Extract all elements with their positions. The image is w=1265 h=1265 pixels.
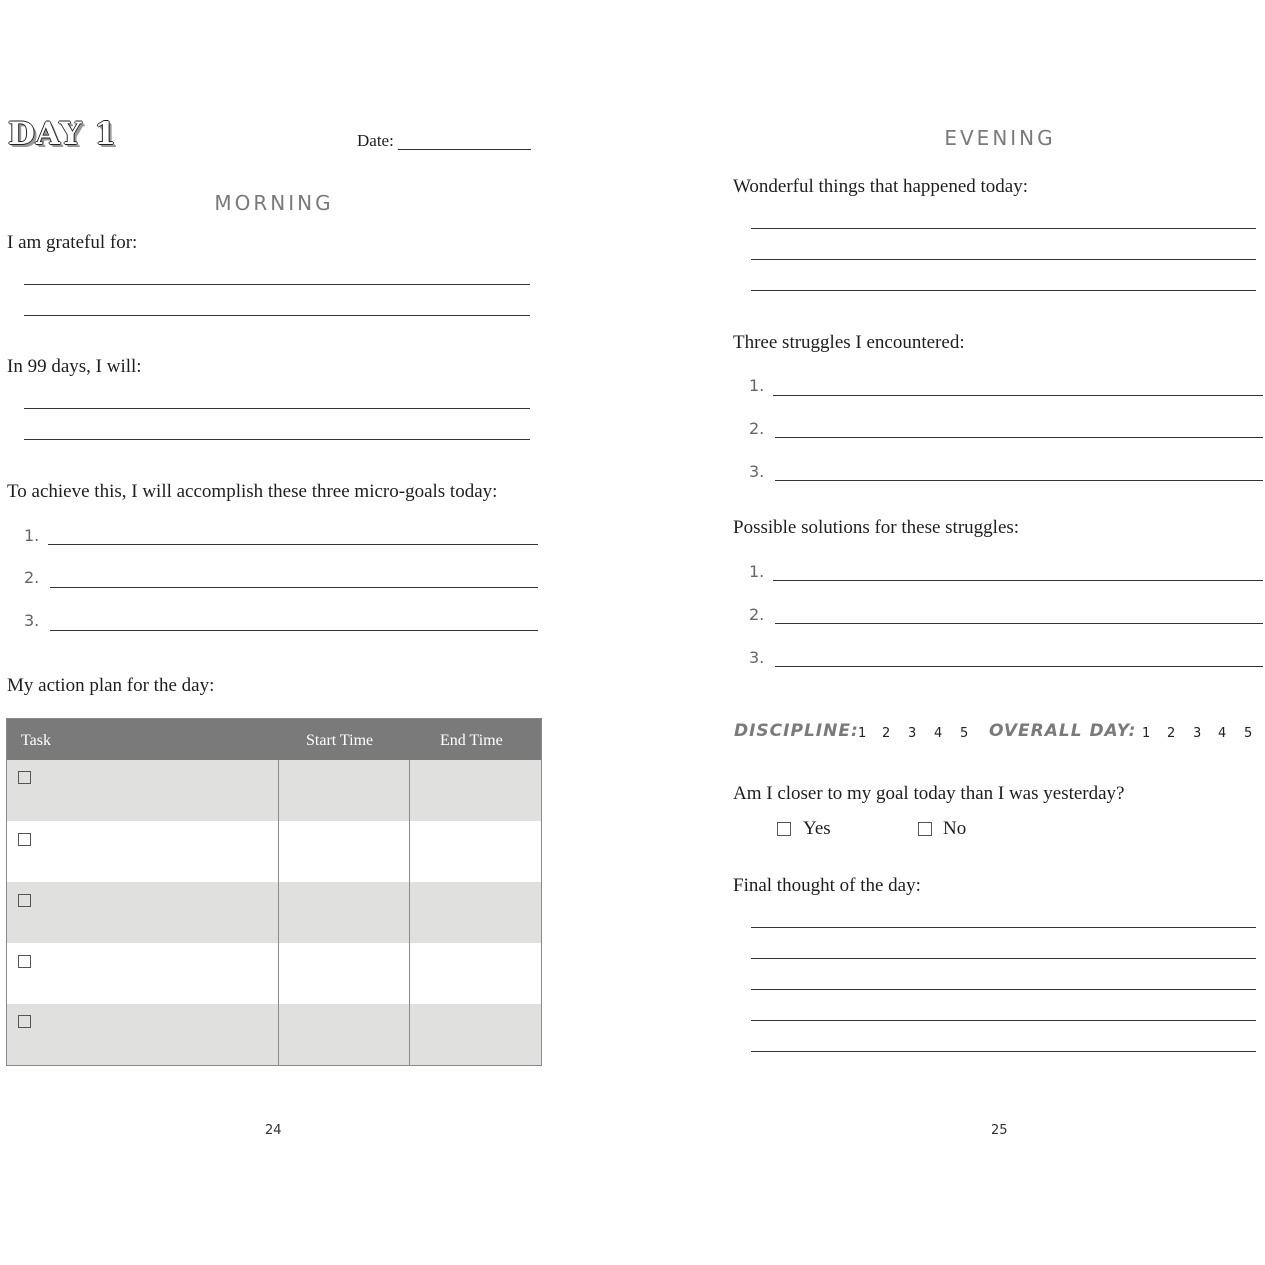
header-end-time: End Time [440, 732, 503, 749]
struggles-prompt: Three struggles I encountered: [733, 332, 965, 353]
in99-line-2[interactable] [24, 439, 530, 440]
solution-number-3: 3. [749, 648, 765, 667]
discipline-label: DISCIPLINE: [734, 721, 859, 741]
column-divider [409, 760, 410, 1065]
task-checkbox[interactable] [18, 955, 31, 968]
grateful-prompt: I am grateful for: [7, 232, 138, 253]
microgoals-prompt: To achieve this, I will accomplish these three micro-goals today: [7, 481, 498, 502]
discipline-rating-1[interactable]: 1 [858, 726, 867, 741]
final-line-2[interactable] [751, 958, 1256, 959]
microgoal-number-1: 1. [24, 526, 40, 545]
wonderful-line-2[interactable] [751, 259, 1256, 260]
column-divider [278, 760, 279, 1065]
evening-heading: EVENING [944, 126, 1056, 150]
action-plan-table [6, 718, 542, 1066]
page-number-left: 24 [265, 1123, 282, 1138]
task-checkbox[interactable] [18, 894, 31, 907]
closer-prompt: Am I closer to my goal today than I was yesterday? [733, 783, 1125, 804]
table-row [7, 882, 541, 943]
date-label: Date: [357, 131, 394, 150]
struggle-line-2[interactable] [775, 437, 1263, 438]
final-line-5[interactable] [751, 1051, 1256, 1052]
table-header [7, 719, 541, 760]
no-label: No [943, 818, 967, 839]
solution-line-3[interactable] [775, 666, 1263, 667]
struggle-line-3[interactable] [775, 480, 1263, 481]
table-row [7, 760, 541, 821]
page-number-right: 25 [991, 1123, 1008, 1138]
task-checkbox[interactable] [18, 771, 31, 784]
in99-line-1[interactable] [24, 408, 530, 409]
microgoal-line-1[interactable] [48, 544, 538, 545]
header-start-time: Start Time [306, 732, 374, 749]
solution-number-2: 2. [749, 605, 765, 624]
action-plan-prompt: My action plan for the day: [7, 675, 215, 696]
microgoal-line-2[interactable] [50, 587, 538, 588]
overall-day-label: OVERALL DAY: [989, 721, 1137, 741]
microgoal-number-3: 3. [24, 611, 40, 630]
struggle-number-2: 2. [749, 419, 765, 438]
microgoal-line-3[interactable] [50, 630, 538, 631]
final-line-1[interactable] [751, 927, 1256, 928]
final-line-4[interactable] [751, 1020, 1256, 1021]
in99-prompt: In 99 days, I will: [7, 356, 142, 377]
overall-rating-5[interactable]: 5 [1244, 726, 1253, 741]
yes-label: Yes [803, 818, 831, 839]
final-thought-prompt: Final thought of the day: [733, 875, 921, 896]
task-checkbox[interactable] [18, 833, 31, 846]
table-row [7, 1004, 541, 1065]
struggle-line-1[interactable] [773, 395, 1263, 396]
morning-heading: MORNING [214, 191, 334, 215]
overall-rating-2[interactable]: 2 [1167, 726, 1176, 741]
table-row [7, 821, 541, 882]
struggle-number-1: 1. [749, 376, 765, 395]
discipline-rating-5[interactable]: 5 [960, 726, 969, 741]
grateful-line-2[interactable] [24, 315, 530, 316]
header-task: Task [21, 732, 51, 749]
discipline-rating-2[interactable]: 2 [882, 726, 891, 741]
solution-number-1: 1. [749, 562, 765, 581]
date-field[interactable] [398, 149, 531, 150]
discipline-rating-4[interactable]: 4 [934, 726, 943, 741]
day-title: DAY 1 [8, 116, 117, 152]
overall-rating-4[interactable]: 4 [1218, 726, 1227, 741]
grateful-line-1[interactable] [24, 284, 530, 285]
solution-line-1[interactable] [773, 580, 1263, 581]
wonderful-line-1[interactable] [751, 228, 1256, 229]
microgoal-number-2: 2. [24, 568, 40, 587]
no-checkbox[interactable] [918, 822, 932, 836]
overall-rating-3[interactable]: 3 [1193, 726, 1202, 741]
solutions-prompt: Possible solutions for these struggles: [733, 517, 1020, 538]
task-checkbox[interactable] [18, 1015, 31, 1028]
overall-rating-1[interactable]: 1 [1142, 726, 1151, 741]
wonderful-prompt: Wonderful things that happened today: [733, 176, 1029, 197]
solution-line-2[interactable] [775, 623, 1263, 624]
final-line-3[interactable] [751, 989, 1256, 990]
table-row [7, 943, 541, 1004]
yes-checkbox[interactable] [777, 822, 791, 836]
wonderful-line-3[interactable] [751, 290, 1256, 291]
discipline-rating-3[interactable]: 3 [908, 726, 917, 741]
struggle-number-3: 3. [749, 462, 765, 481]
